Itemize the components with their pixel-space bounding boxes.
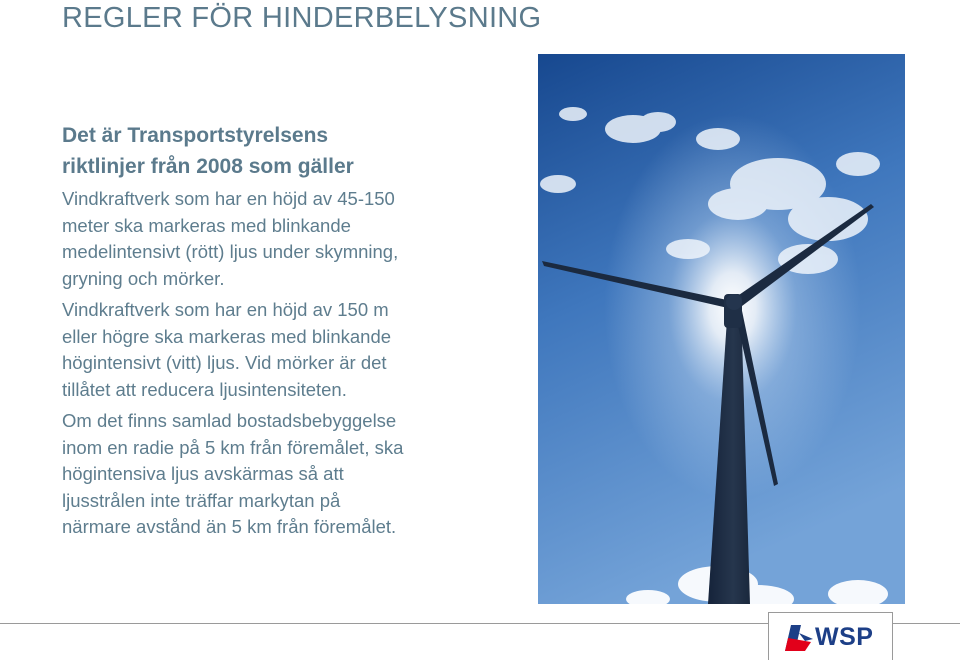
footer-divider [0,623,768,624]
text-line: tillåtet att reducera ljusintensiteten. [62,378,347,400]
text-line: medelintensivt (rött) ljus under skymning, [62,241,399,262]
text-line: Om det finns samlad bostadsbebyggelse [62,410,397,431]
heading-line: Det är Transportstyrelsens [62,124,329,147]
slide-title: REGLER FÖR HINDERBELYSNING [62,2,542,34]
text-line: gryning och mörker. [62,267,225,289]
wsp-logo-text: WSP [815,623,874,651]
wsp-logo-mark-icon [785,625,813,651]
section-heading [62,120,502,182]
text-line: högintensiva ljus avskärmas så att [62,463,344,484]
wsp-logo [768,612,893,660]
content-block [62,120,502,546]
text-line: inom en radie på 5 km från föremålet, ska [62,436,404,458]
text-line: Vindkraftverk som har en höjd av 45-150 [62,188,395,209]
text-line: ljusstrålen inte träffar markytan på [62,489,341,511]
wind-turbine-photo [538,54,905,604]
paragraph-shielding [62,408,502,541]
heading-line: riktlinjer från 2008 som gäller [62,155,354,178]
text-line: eller högre ska markeras med blinkande [62,325,392,347]
wind-turbine-image [538,54,905,604]
paragraph-high-intensity [62,297,502,403]
text-line: högintensivt (vitt) ljus. Vid mörker är det [62,352,387,373]
text-line: Vindkraftverk som har en höjd av 150 m [62,299,389,320]
text-line: meter ska markeras med blinkande [62,214,351,236]
paragraph-medium-intensity [62,186,502,292]
text-line: närmare avstånd än 5 km från föremålet. [62,516,397,537]
footer-divider-right [893,623,960,624]
